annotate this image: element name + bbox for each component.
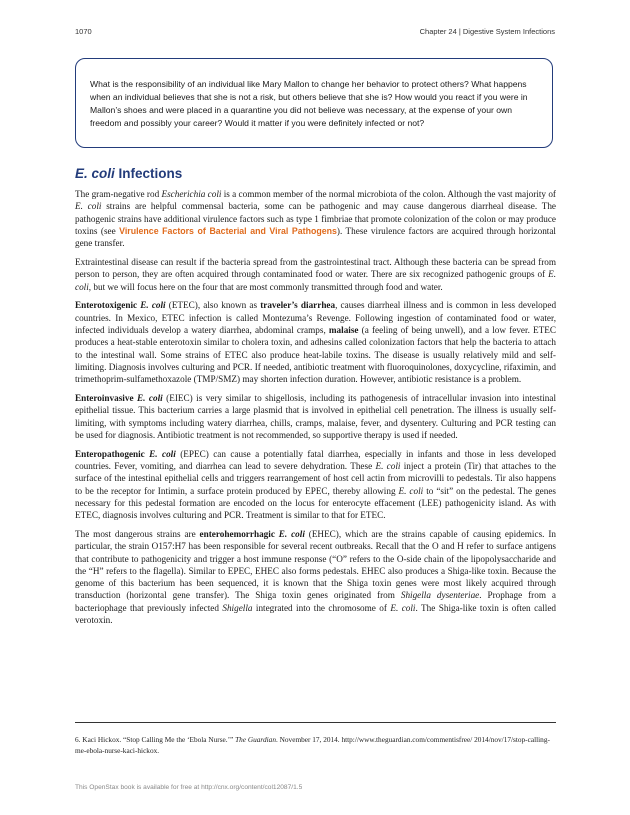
term-epec: Enteropathogenic E. coli [75,448,176,459]
paragraph-extraintestinal: Extraintestinal disease can result if the bacteria spread from the gastrointestinal tract. Although these bacteria can be spread from person to person, they are often acquired through contaminated food or water. There are six recognized pathogenic groups of E. coli, but we will focus here on the four that are most commonly transmitted through food and water. [75,256,556,292]
chapter-title: Chapter 24 | Digestive System Infections [419,27,555,36]
term-eiec: Enteroinvasive E. coli [75,392,163,403]
paragraph-etec: Enterotoxigenic E. coli (ETEC), also known as traveler’s diarrhea, causes diarrheal illness and is common in less developed countries. In Mexico, ETEC infection is called Montezuma’s Revenge. Following ingestion of contaminated food or water, infected individuals develop a watery diarrhea, abdominal cramps, malaise (a feeling of being unwell), and a low fever. ETEC produces a heat-stable enterotoxin similar to cholera toxin, and adhesins called colonization factors that help the bacteria to attach to the intestinal wall. Some strains of ETEC also produce heat-labile toxins. The disease is usually relatively mild and self-limiting. Diagnosis involves culturing and PCR. If needed, antibiotic treatment with fluoroquinolones, doxycycline, rifaximin, and trimethoprim-sulfamethoxazole (TMP/SMZ) may shorten infection duration. However, antibiotic resistance is a problem. [75,300,557,385]
page-footer: This OpenStax book is available for free at http://cnx.org/content/col12087/1.5 [75,784,303,791]
footnote: 6. Kaci Hickox. “Stop Calling Me the ‘Ebola Nurse.’” The Guardian. November 17, 2014. http://www.theguardian.com/commentisfree/ 2014/nov/17/stop-calling-me-ebola-nurse-kaci-hickox. [75,735,550,755]
footnote-divider [75,722,556,723]
paragraph-eiec: Enteroinvasive E. coli (EIEC) is very similar to shigellosis, including its pathogenesis of intracellular invasion into intestinal epithelial tissue. This bacterium carries a large plasmid that is involved in epithelial cell penetration. The illness is usually self-limiting, with symptoms including watery diarrhea, chills, cramps, malaise, fever, and dysentery. Culturing and PCR testing can be used for diagnosis. Antibiotic treatment is not recommended, so supportive therapy is used if needed. [75,392,557,440]
term-ehec: enterohemorrhagic E. coli [199,528,305,539]
term-travelers-diarrhea: traveler’s diarrhea [260,300,336,311]
paragraph-epec: Enteropathogenic E. coli (EPEC) can cause a potentially fatal diarrhea, especially in infants and those in less developed countries. Fever, vomiting, and diarrhea can lead to severe dehydration. These E. coli inject a protein (Tir) that attaches to the surface of the intestinal epithelial cells and triggers rearrangement of host cell actin from microvilli to pedestals. Tir also happens to be the receptor for Intimin, a surface protein produced by EPEC, thereby allowing E. coli to “sit” on the pedestal. The genes necessary for this pedestal formation are encoded on the locus for enterocyte effacement (LEE) pathogenicity island. As with ETEC, diagnosis involves culturing and PCR. Treatment is similar to that for ETEC. [75,448,557,521]
section-heading-rest: Infections [114,166,183,181]
page-number: 1070 [75,27,92,36]
section-body [75,188,556,633]
section-heading [75,166,182,181]
callout-text: What is the responsibility of an individual like Mary Mallon to change her behavior to protect others? What happens when an individual believes that she is not a risk, but others believe that she is? How would you react if you were in Mallon’s shoes and were placed in a quarantine you did not believe was necessary, at the expense of your own freedom and possibly your career? Would it matter if you were definitely infected or not? [90,79,528,128]
term-etec: Enterotoxigenic E. coli [75,300,166,311]
paragraph-ehec: The most dangerous strains are enterohemorrhagic E. coli (EHEC), which are the strains capable of causing epidemics. In particular, the strain O157:H7 has been responsible for several recent outbreaks. Recall that the O and H refer to surface antigens that contribute to pathogenicity and trigger a host immune response (“O” refers to the O-side chain of the lipopolysaccharide and the “H” refers to the flagella). Similar to EPEC, EHEC also forms pedestals. EHEC also produces a Shiga-like toxin. Because the genome of this bacterium has been sequenced, it is known that the Shiga toxin genes were most likely acquired through transduction (horizontal gene transfer). The Shiga toxin genes originated from Shigella dysenteriae. Prophage from a bacteriophage that previously infected Shigella integrated into the chromosome of E. coli. The Shiga-like toxin is often called verotoxin. [75,528,557,625]
paragraph-intro: The gram-negative rod Escherichia coli is a common member of the normal microbiota of the colon. Although the vast majority of E. coli strains are helpful commensal bacteria, some can be pathogenic and may cause dangerous diarrheal disease. The pathogenic strains have additional virulence factors such as type 1 fimbriae that promote colonization of the colon or may produce toxins (see Virulence Factors of Bacterial and Viral Pathogens). These virulence factors are acquired through horizontal gene transfer. [75,189,556,249]
virulence-factors-link[interactable]: Virulence Factors of Bacterial and Viral Pathogens [119,225,337,236]
term-malaise: malaise [328,324,359,335]
critical-thinking-box [75,58,553,148]
section-heading-italic: E. coli [75,166,115,181]
